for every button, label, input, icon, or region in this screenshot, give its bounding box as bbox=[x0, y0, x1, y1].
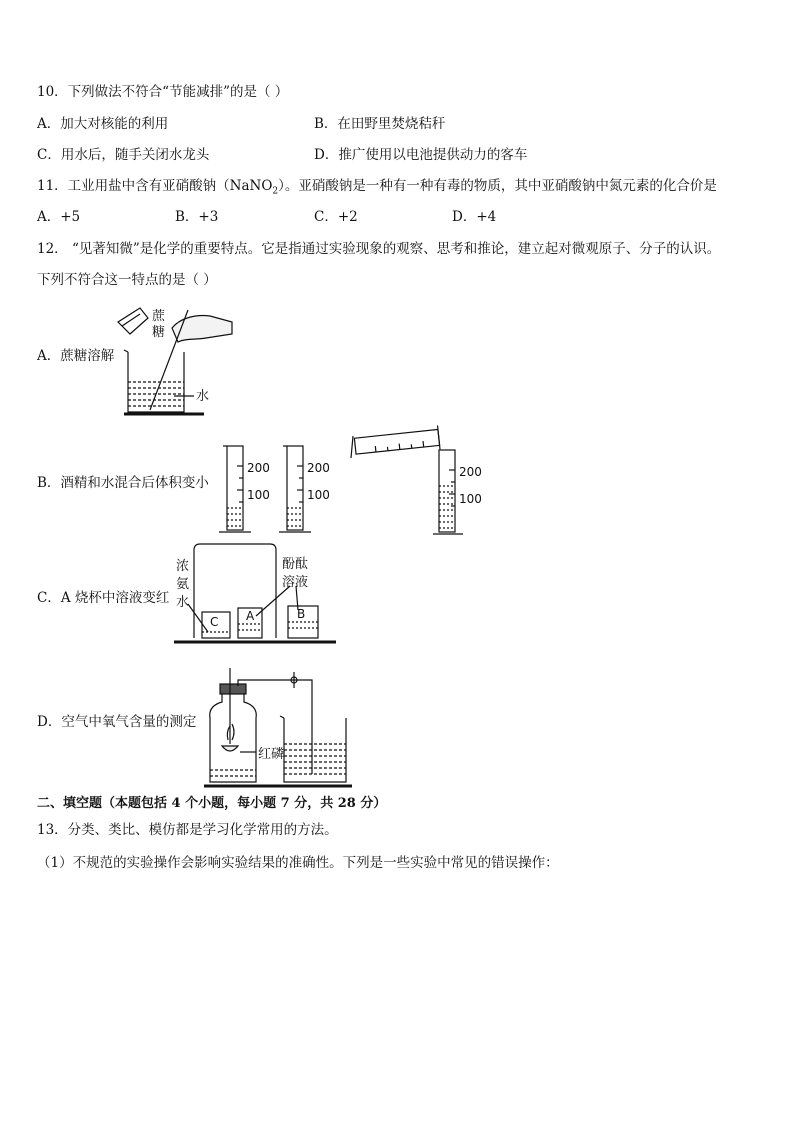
q11-stem bbox=[37, 177, 717, 201]
label-water: 水 bbox=[196, 389, 210, 404]
q12-option-c-text: C．A 烧杯中溶液变红 bbox=[37, 590, 170, 606]
sugar-dissolving-figure bbox=[110, 300, 250, 420]
ammonia-label-2: 氨 bbox=[176, 577, 190, 592]
ammonia-diffusion-figure bbox=[170, 540, 340, 650]
cyl1-tick-200: 200 bbox=[247, 461, 270, 475]
q11-option-a: A．+5 bbox=[37, 209, 81, 225]
oxygen-measurement-figure bbox=[200, 666, 360, 790]
label-red-phosphorus: 红磷 bbox=[258, 747, 285, 762]
cylinder-2 bbox=[287, 446, 303, 530]
cyl2-tick-200: 200 bbox=[307, 461, 330, 475]
q10-option-a: A．加大对核能的利用 bbox=[37, 116, 169, 132]
bell-jar bbox=[194, 544, 276, 638]
label-sugar-1: 蔗 bbox=[152, 309, 166, 324]
q11-option-c: C．+2 bbox=[314, 209, 358, 225]
cyl1-tick-100: 100 bbox=[247, 488, 270, 502]
q13-sub1: （1）不规范的实验操作会影响实验结果的准确性。下列是一些实验中常见的错误操作： bbox=[37, 855, 559, 871]
q12-option-b-text: B．酒精和水混合后体积变小 bbox=[37, 475, 209, 491]
q13-stem: 13．分类、类比、模仿都是学习化学常用的方法。 bbox=[37, 822, 338, 838]
ammonia-label-3: 水 bbox=[176, 595, 190, 610]
q11-stem-post: ）。亚硝酸钠是一种有一种有毒的物质，其中亚硝酸钠中氮元素的化合价是 bbox=[278, 178, 717, 194]
q12-stem-line1: 12． “见著知微”是化学的重要特点。它是指通过实验现象的观察、思考和推论，建立起对微观原子、分子的认识。 bbox=[37, 241, 721, 257]
sugar-packet-icon bbox=[118, 308, 148, 334]
q10-option-b: B．在田野里焚烧秸秆 bbox=[314, 116, 446, 132]
ammonia-label-1: 浓 bbox=[176, 559, 190, 574]
stopper bbox=[220, 684, 246, 694]
q10-option-d: D．推广使用以电池提供动力的客车 bbox=[314, 147, 528, 163]
beaker-c-label: C bbox=[210, 615, 219, 629]
q12-option-d-text: D．空气中氧气含量的测定 bbox=[37, 714, 197, 730]
phenol-label-1: 酚酞 bbox=[282, 557, 309, 572]
cyl3-tick-200: 200 bbox=[459, 465, 482, 479]
graduated-cylinders-figure bbox=[215, 428, 495, 540]
q11-option-b: B．+3 bbox=[175, 209, 219, 225]
q11-stem-sub: 2 bbox=[272, 186, 279, 197]
cylinder-1 bbox=[227, 446, 243, 530]
cylinder-pouring bbox=[354, 425, 440, 458]
q12-option-a-text: A．蔗糖溶解 bbox=[37, 348, 115, 364]
cylinder-3 bbox=[439, 450, 455, 532]
cyl3-tick-100: 100 bbox=[459, 492, 482, 506]
combustion-spoon bbox=[222, 746, 238, 751]
q11-stem-pre: 11．工业用盐中含有亚硝酸钠（NaNO bbox=[37, 178, 273, 194]
label-sugar-2: 糖 bbox=[152, 325, 166, 340]
section-2-title: 二、填空题（本题包括 4 个小题，每小题 7 分，共 28 分） bbox=[37, 796, 387, 811]
cyl2-tick-100: 100 bbox=[307, 488, 330, 502]
q11-option-d: D．+4 bbox=[452, 209, 497, 225]
beaker-b-label: B bbox=[297, 607, 306, 621]
beaker-a-label: A bbox=[246, 609, 255, 623]
q10-stem: 10．下列做法不符合“节能减排”的是（ ） bbox=[37, 84, 289, 100]
q12-stem-line2: 下列不符合这一特点的是（ ） bbox=[37, 272, 217, 288]
phenol-label-2: 溶液 bbox=[282, 575, 309, 590]
q10-option-c: C．用水后，随手关闭水龙头 bbox=[37, 147, 210, 163]
